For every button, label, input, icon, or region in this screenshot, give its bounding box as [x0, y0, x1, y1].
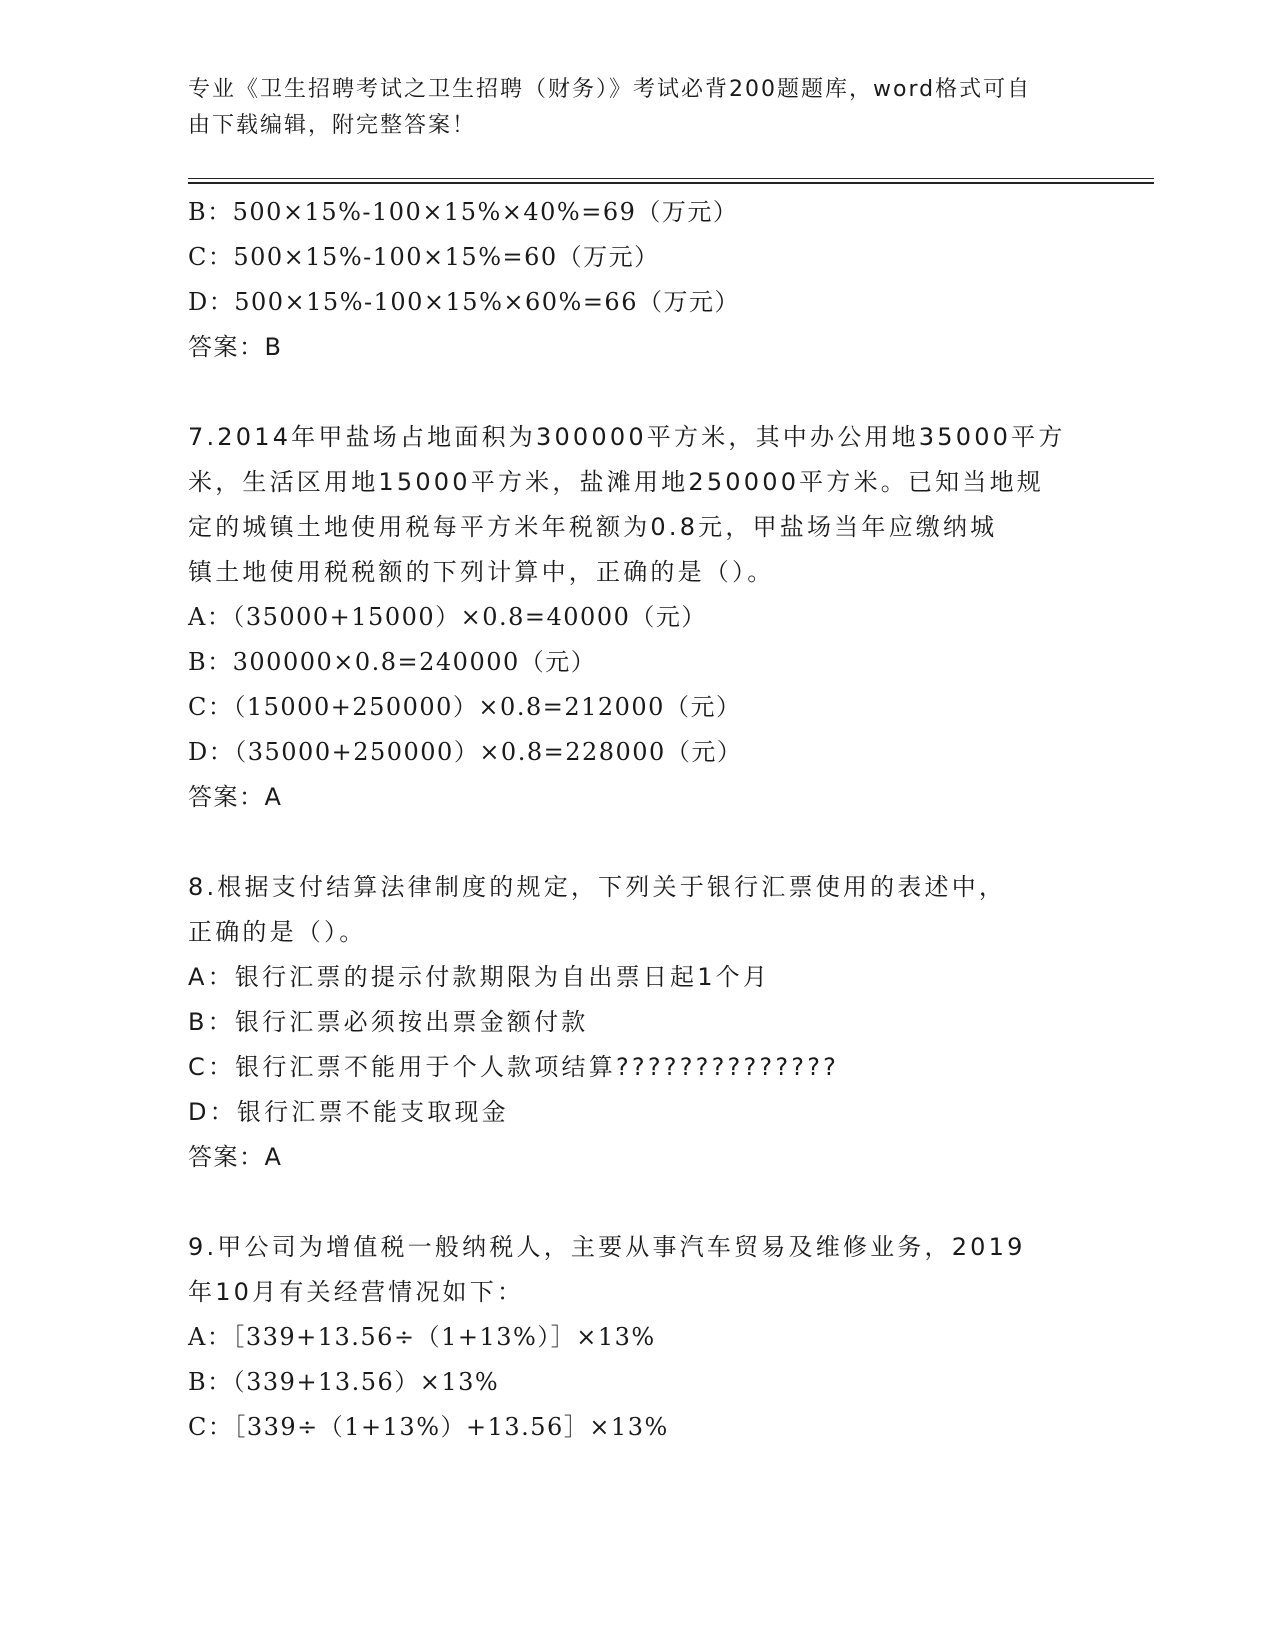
option-b: B：300000×0.8=240000（元） [188, 648, 597, 676]
spacer [188, 370, 1088, 415]
option-c: C：500×15%-100×15%=60（万元） [188, 243, 660, 271]
option-d: D：500×15%-100×15%×60%=66（万元） [188, 288, 740, 316]
option-b: B：（339+13.56）×13% [188, 1368, 500, 1396]
question-6 [188, 190, 1088, 370]
question-stem-line: 正确的是（）。 [188, 918, 367, 946]
question-9 [188, 1225, 1088, 1450]
answer: 答案：A [188, 1143, 283, 1171]
option-b: B：500×15%-100×15%×40%=69（万元） [188, 198, 739, 226]
option-b: B：银行汇票必须按出票金额付款 [188, 1008, 589, 1036]
answer: 答案：A [188, 783, 283, 811]
header-line-1: 专业《卫生招聘考试之卫生招聘（财务）》考试必背200题题库，word格式可自 [188, 77, 1032, 102]
option-c: C：（15000+250000）×0.8=212000（元） [188, 693, 742, 721]
option-d: D：（35000+250000）×0.8=228000（元） [188, 738, 743, 766]
option-d: D：银行汇票不能支取现金 [188, 1098, 509, 1126]
document-header [188, 72, 1068, 144]
spacer [188, 820, 1088, 865]
question-stem-line: 9.甲公司为增值税一般纳税人，主要从事汽车贸易及维修业务，2019 [188, 1233, 1026, 1261]
question-stem-line: 年10月有关经营情况如下： [188, 1278, 525, 1306]
question-stem-line: 8.根据支付结算法律制度的规定，下列关于银行汇票使用的表述中， [188, 873, 1007, 901]
question-8 [188, 865, 1088, 1180]
option-c: C：［339÷（1+13%）+13.56］×13% [188, 1413, 669, 1441]
header-divider-thick [188, 182, 1154, 184]
option-a: A：（35000+15000）×0.8=40000（元） [188, 603, 707, 631]
spacer [188, 1180, 1088, 1225]
question-stem-line: 定的城镇土地使用税每平方米年税额为0.8元，甲盐场当年应缴纳城 [188, 513, 998, 541]
option-a: A：银行汇票的提示付款期限为自出票日起1个月 [188, 963, 771, 991]
header-line-2: 由下载编辑，附完整答案！ [188, 113, 477, 138]
question-stem-line: 镇土地使用税税额的下列计算中，正确的是（）。 [188, 558, 775, 586]
question-stem-line: 7.2014年甲盐场占地面积为300000平方米，其中办公用地35000平方 [188, 423, 1066, 451]
answer: 答案：B [188, 333, 283, 361]
header-divider-thin [188, 178, 1154, 179]
question-stem-line: 米，生活区用地15000平方米，盐滩用地250000平方米。已知当地规 [188, 468, 1044, 496]
question-list [188, 190, 1088, 1450]
option-c: C：银行汇票不能用于个人款项结算?????????????? [188, 1053, 840, 1081]
question-7 [188, 415, 1088, 820]
option-a: A：［339+13.56÷（1+13%）］×13% [188, 1323, 656, 1351]
